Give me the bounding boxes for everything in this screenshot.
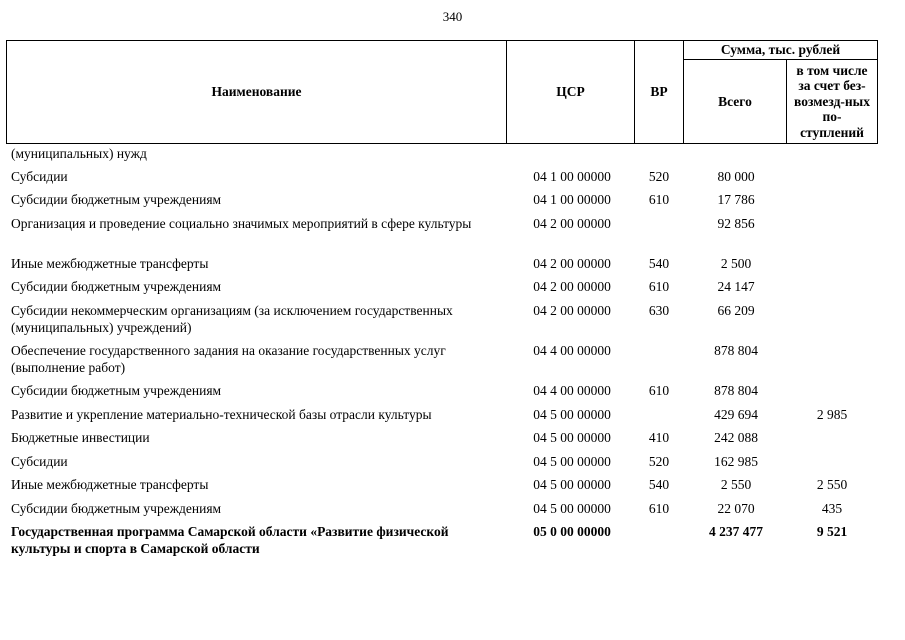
row-total: 17 786 [717, 192, 755, 207]
row-csr: 05 0 00 00000 [533, 524, 611, 539]
row-total: 162 985 [714, 454, 758, 469]
row-csr: 04 1 00 00000 [533, 192, 611, 207]
row-csr: 04 5 00 00000 [533, 407, 611, 422]
row-name: Субсидии бюджетным учреждениям [11, 279, 222, 294]
row-name: Иные межбюджетные трансферты [11, 256, 209, 271]
row-free: 435 [821, 501, 843, 516]
table-row [0, 256, 905, 279]
page-number: 340 [442, 9, 463, 24]
row-name: Развитие и укрепление материально-технической базы отрасли культуры [11, 407, 432, 422]
table-row [0, 216, 905, 256]
row-vr: 610 [648, 383, 670, 398]
row-name: Субсидии [11, 454, 68, 469]
row-total: 242 088 [714, 430, 758, 445]
table-row [0, 524, 905, 564]
row-name: Субсидии [11, 169, 68, 184]
row-name: (муниципальных) нужд [11, 146, 147, 161]
row-vr: 610 [648, 192, 670, 207]
header-vr: ВР [650, 84, 668, 100]
row-vr: 610 [648, 501, 670, 516]
header-sum: Сумма, тыс. рублей [720, 42, 841, 58]
row-free: 2 550 [816, 477, 848, 492]
table-row [0, 430, 905, 454]
row-vr: 610 [648, 279, 670, 294]
row-name: Иные межбюджетные трансферты [11, 477, 209, 492]
row-total: 22 070 [717, 501, 755, 516]
row-name: Бюджетные инвестиции [11, 430, 150, 445]
row-csr: 04 4 00 00000 [533, 343, 611, 358]
row-total: 24 147 [717, 279, 755, 294]
table-header [6, 40, 878, 144]
table-row [0, 501, 905, 524]
row-csr: 04 4 00 00000 [533, 383, 611, 398]
table-row [0, 169, 905, 192]
table-row [0, 192, 905, 216]
table-row [0, 407, 905, 430]
row-csr: 04 2 00 00000 [533, 256, 611, 271]
row-name: Государственная программа Самарской области «Развитие физической культуры и спорта в Самарской области [11, 524, 449, 556]
row-name: Организация и проведение социально значимых мероприятий в сфере культуры [11, 216, 472, 231]
row-vr: 410 [648, 430, 670, 445]
table-row [0, 343, 905, 383]
table-row [0, 279, 905, 303]
row-vr: 630 [648, 303, 670, 318]
row-csr: 04 2 00 00000 [533, 279, 611, 294]
row-csr: 04 5 00 00000 [533, 430, 611, 445]
table-row [0, 477, 905, 501]
header-total: Всего [718, 93, 752, 109]
row-csr: 04 5 00 00000 [533, 454, 611, 469]
row-csr: 04 2 00 00000 [533, 303, 611, 318]
row-total: 66 209 [717, 303, 755, 318]
row-name: Субсидии бюджетным учреждениям [11, 383, 222, 398]
row-free: 9 521 [816, 524, 848, 539]
row-csr: 04 5 00 00000 [533, 477, 611, 492]
row-total: 80 000 [717, 169, 755, 184]
table-row [0, 303, 905, 343]
row-vr: 540 [648, 256, 670, 271]
header-free: в том числе за счет без-возмезд-ных по-ступлений [794, 62, 870, 140]
table-row [0, 146, 905, 169]
row-name: Обеспечение государственного задания на оказание государственных услуг (выполнение работ) [11, 343, 446, 375]
row-vr: 520 [648, 454, 670, 469]
row-name: Субсидии бюджетным учреждениям [11, 192, 222, 207]
row-total: 92 856 [717, 216, 755, 231]
row-name: Субсидии бюджетным учреждениям [11, 501, 222, 516]
row-total: 878 804 [714, 383, 758, 398]
row-csr: 04 5 00 00000 [533, 501, 611, 516]
row-total: 878 804 [714, 343, 758, 358]
row-total: 4 237 477 [709, 524, 763, 539]
row-total: 429 694 [714, 407, 758, 422]
header-name: Наименование [211, 84, 302, 100]
row-vr: 520 [648, 169, 670, 184]
row-free: 2 985 [816, 407, 848, 422]
row-csr: 04 2 00 00000 [533, 216, 611, 231]
row-total: 2 500 [720, 256, 752, 271]
row-csr: 04 1 00 00000 [533, 169, 611, 184]
table-row [0, 383, 905, 407]
table-row [0, 454, 905, 477]
row-name: Субсидии некоммерческим организациям (за исключением государственных (муниципальных) учреждений) [11, 303, 453, 335]
row-total: 2 550 [720, 477, 752, 492]
header-csr: ЦСР [556, 84, 585, 100]
row-vr: 540 [648, 477, 670, 492]
